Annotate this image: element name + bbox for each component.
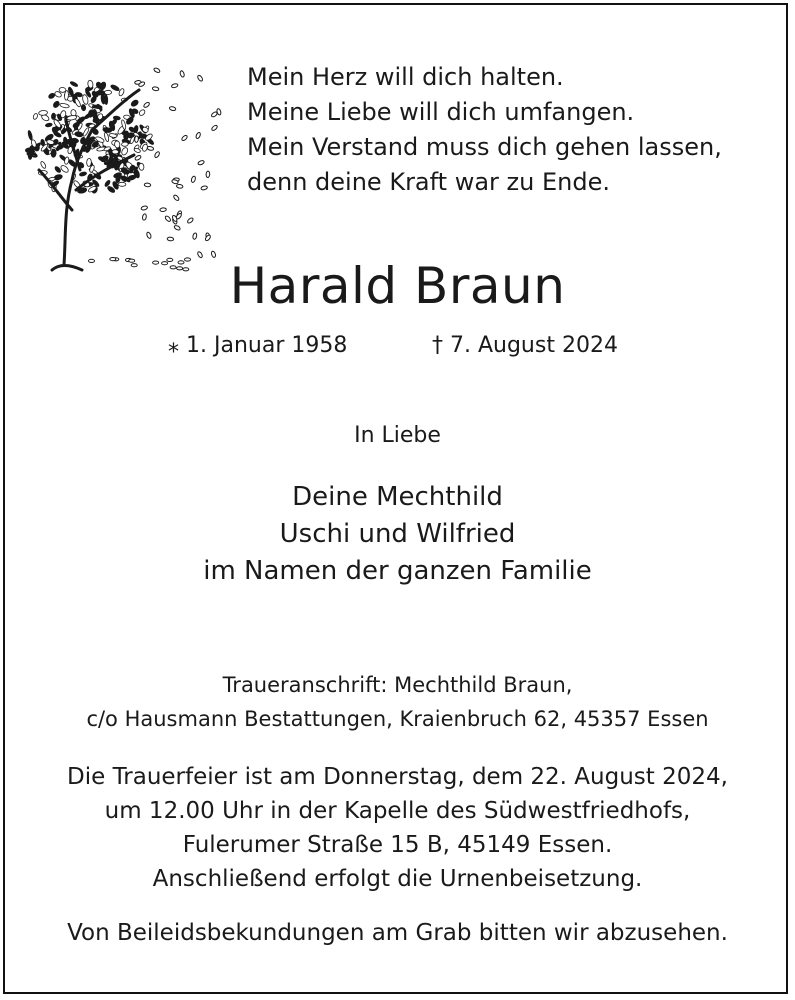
mourner-line: Deine Mechthild bbox=[292, 482, 503, 512]
funeral-line: Anschließend erfolgt die Urnenbeisetzung. bbox=[152, 866, 643, 892]
poem-line: Meine Liebe will dich umfangen. bbox=[247, 98, 635, 126]
mourner-line: im Namen der ganzen Familie bbox=[203, 556, 592, 586]
poem bbox=[247, 60, 722, 200]
birth-date: ⁎ 1. Januar 1958 bbox=[168, 333, 348, 358]
funeral-line: Fulerumer Straße 15 B, 45149 Essen. bbox=[182, 832, 613, 858]
mourner-line: Uschi und Wilfried bbox=[279, 519, 516, 549]
in-love-line: In Liebe bbox=[354, 423, 441, 448]
funeral-line: um 12.00 Uhr in der Kapelle des Südwestfriedhofs, bbox=[104, 798, 691, 824]
address-line: Traueranschrift: Mechthild Braun, bbox=[222, 673, 573, 697]
address-line: c/o Hausmann Bestattungen, Kraienbruch 62, 45357 Essen bbox=[86, 707, 709, 731]
funeral-line: Die Trauerfeier ist am Donnerstag, dem 22. August 2024, bbox=[67, 764, 728, 790]
tree-icon bbox=[14, 60, 224, 275]
death-date: † 7. August 2024 bbox=[432, 333, 618, 358]
poem-line: Mein Verstand muss dich gehen lassen, bbox=[247, 133, 722, 161]
mourners-list bbox=[0, 479, 795, 590]
poem-line: denn deine Kraft war zu Ende. bbox=[247, 168, 610, 196]
mourning-address bbox=[0, 668, 795, 736]
funeral-details bbox=[0, 760, 795, 896]
closing-note: Von Beileidsbekundungen am Grab bitten wir abzusehen. bbox=[67, 920, 728, 946]
poem-line: Mein Herz will dich halten. bbox=[247, 63, 564, 91]
deceased-name: Harald Braun bbox=[229, 257, 566, 315]
